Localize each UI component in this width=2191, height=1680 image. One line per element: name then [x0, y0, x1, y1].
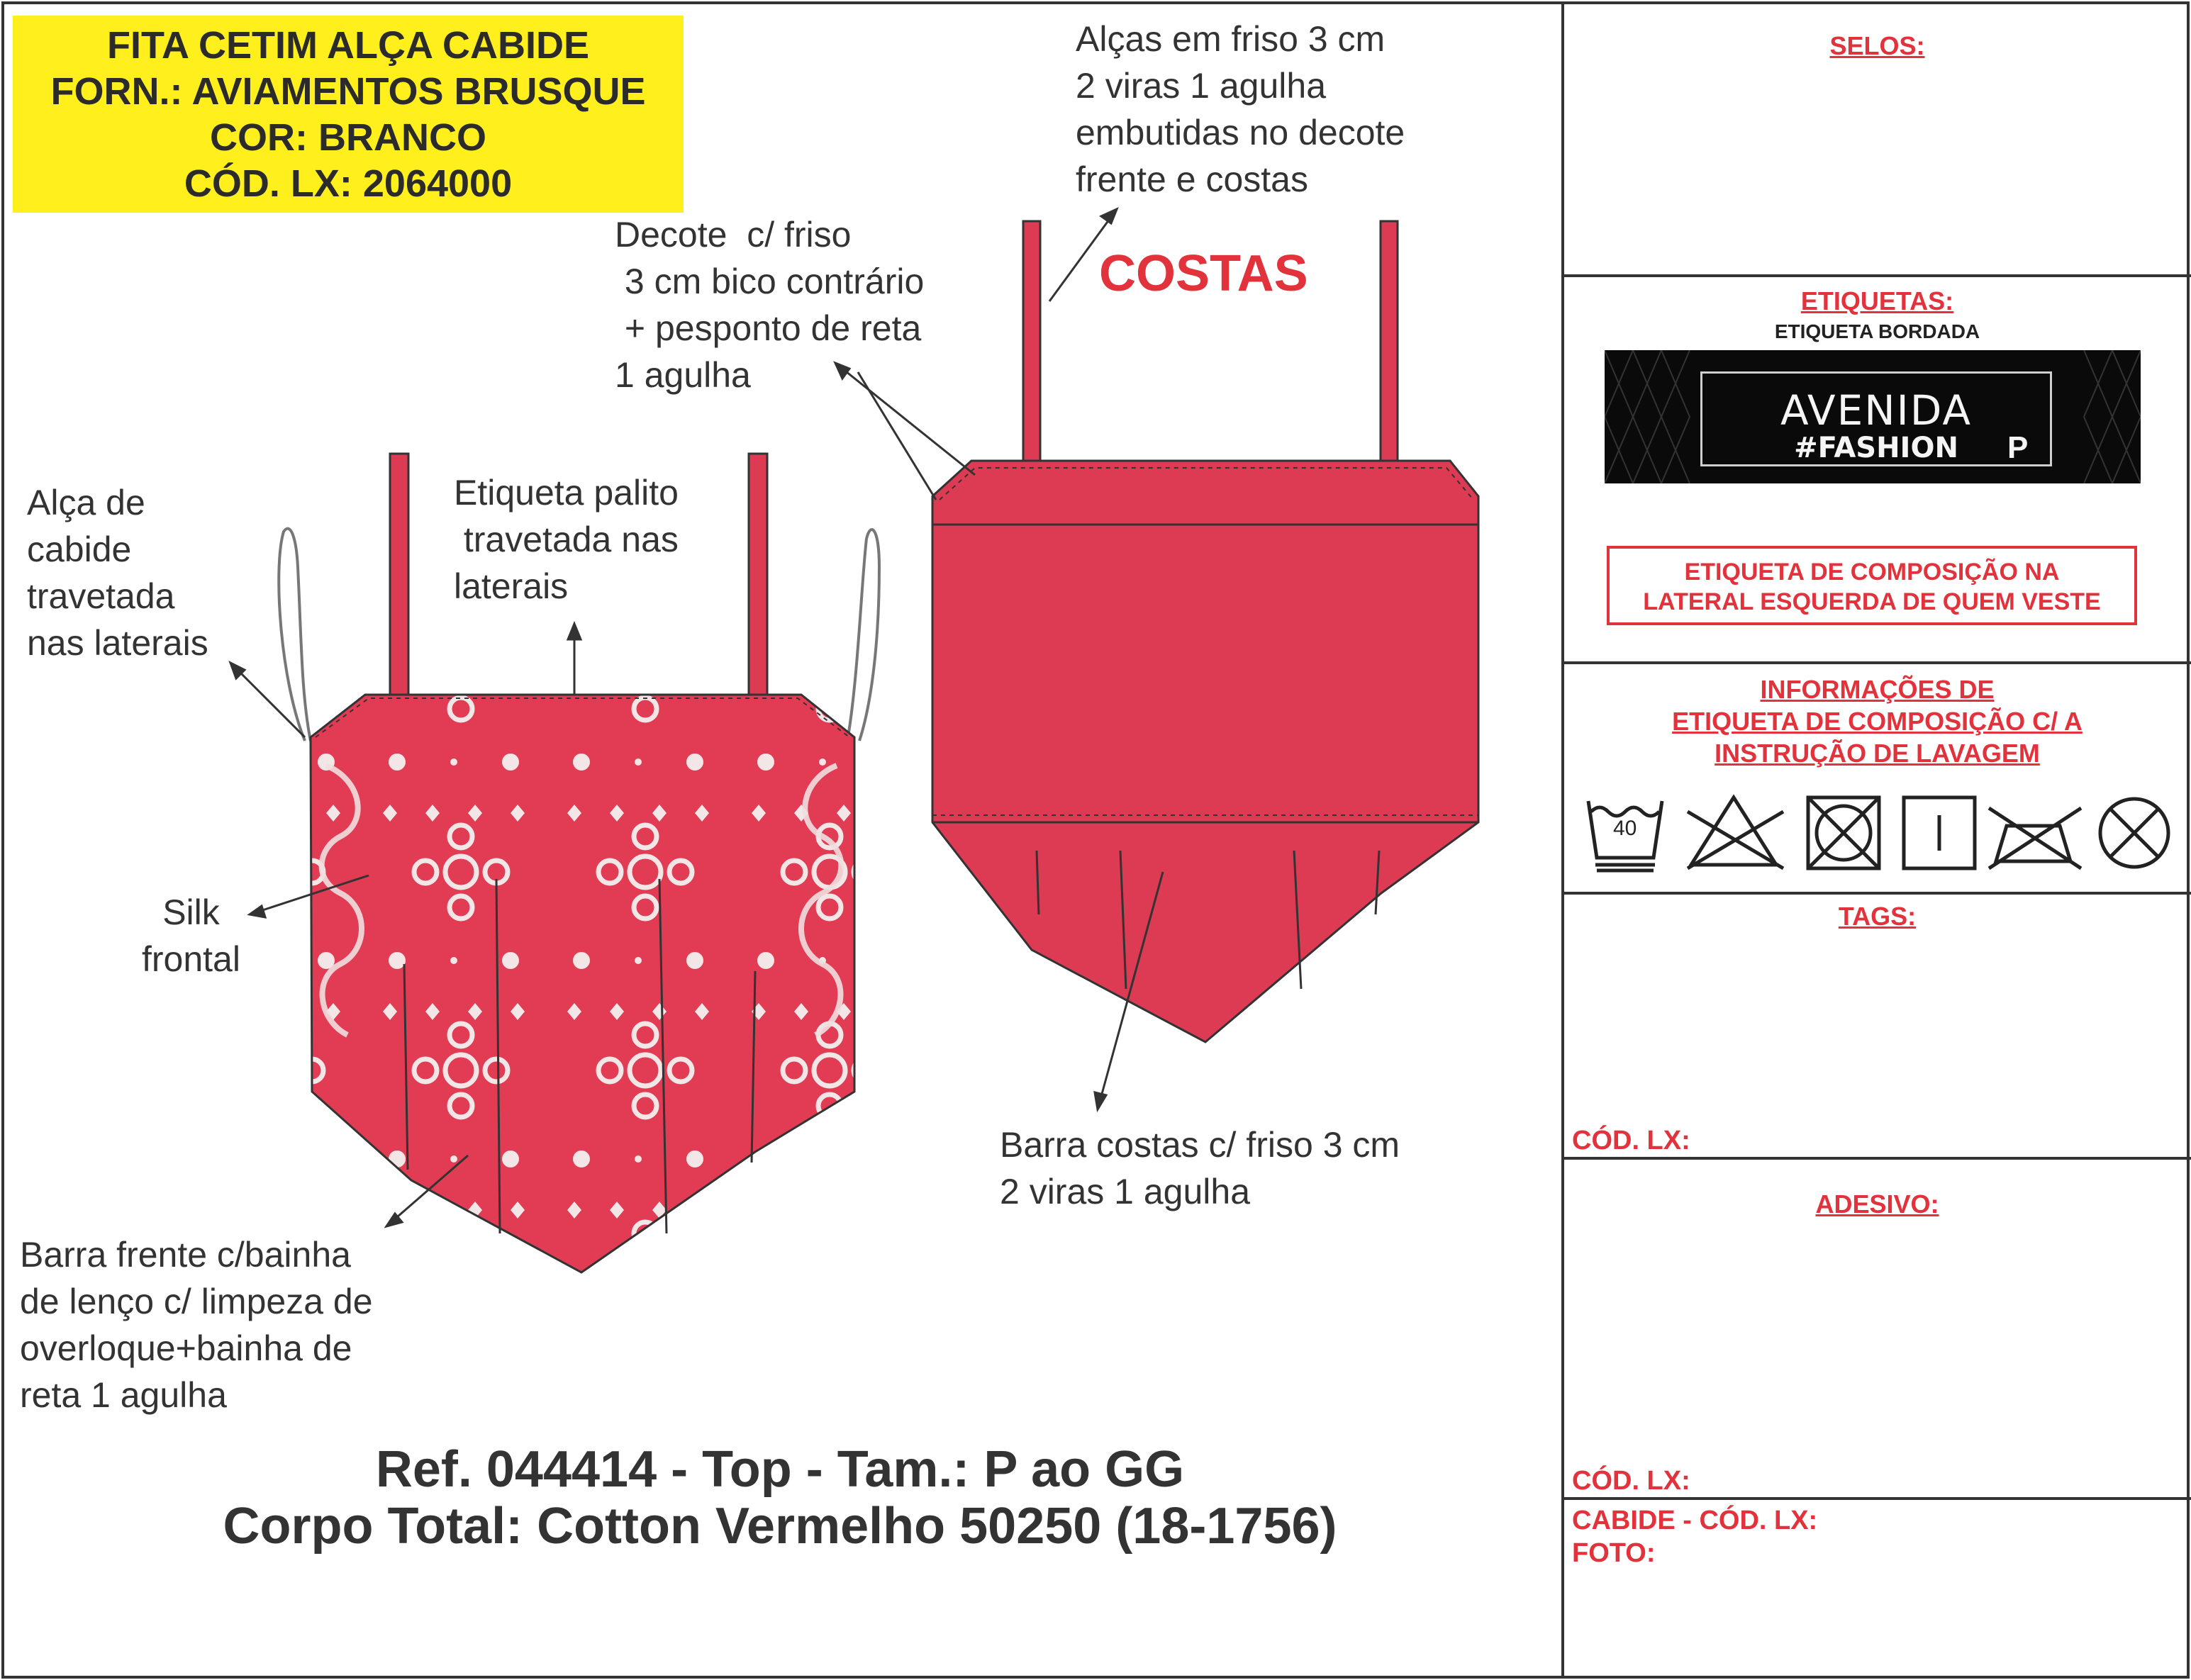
no-tumble-dry-icon: [1808, 797, 1879, 868]
panel-rule-1: [1563, 274, 2191, 277]
adesivo-cod-lx: CÓD. LX:: [1572, 1466, 1690, 1496]
note-decote: Decote c/ friso 3 cm bico contrário + pesponto de reta 1 agulha: [615, 215, 925, 395]
brand-size: P: [2007, 430, 2029, 465]
brand-label: [1605, 350, 2141, 483]
front-left-strap: [390, 454, 408, 698]
foto-label: FOTO:: [1572, 1538, 1656, 1568]
supplier-line-4: CÓD. LX: 2064000: [184, 162, 513, 205]
left-hanger-loop: [279, 529, 311, 741]
front-right-strap: [749, 454, 767, 698]
note-barra-costas: Barra costas c/ friso 3 cm 2 viras 1 agulha: [1000, 1125, 1400, 1211]
etiquetas-heading: ETIQUETAS:: [1800, 286, 1954, 315]
front-body: [311, 695, 854, 1272]
selos-heading: SELOS:: [1829, 31, 1925, 60]
adesivo-heading: ADESIVO:: [1815, 1189, 1939, 1219]
back-body: [932, 461, 1478, 1042]
composition-line-2: LATERAL ESQUERDA DE QUEM VESTE: [1643, 588, 2101, 615]
panel-rule-2: [1563, 661, 2191, 664]
note-etiqueta-palito: Etiqueta palito travetada nas laterais: [454, 473, 679, 606]
cabide-cod-lx: CABIDE - CÓD. LX:: [1572, 1506, 1818, 1535]
no-bleach-icon: [1688, 797, 1783, 868]
line-dry-icon: [1904, 797, 1975, 868]
right-hanger-loop: [847, 530, 879, 741]
footer-body: Corpo Total: Cotton Vermelho 50250 (18-1756): [223, 1498, 1337, 1555]
care-info-line-2: ETIQUETA DE COMPOSIÇÃO C/ A: [1672, 707, 2083, 736]
note-alcas: Alças em friso 3 cm 2 viras 1 agulha embutidas no decote frente e costas: [1076, 19, 1405, 199]
composition-box: [1607, 546, 2137, 625]
back-view-title: COSTAS: [1099, 245, 1308, 302]
care-info-line-3: INSTRUÇÃO DE LAVAGEM: [1715, 739, 2040, 768]
brand-name: AVENIDA: [1780, 386, 1973, 435]
care-info-line-1: INFORMAÇÕES DE: [1760, 675, 1995, 704]
composition-line-1: ETIQUETA DE COMPOSIÇÃO NA: [1684, 559, 2060, 586]
etiqueta-bordada-label: ETIQUETA BORDADA: [1774, 320, 1980, 342]
supplier-line-1: FITA CETIM ALÇA CABIDE: [107, 24, 589, 67]
note-alca-cabide: Alça de cabide travetada nas laterais: [27, 483, 208, 663]
tags-heading: TAGS:: [1838, 902, 1917, 931]
panel-divider: [1561, 1, 1564, 1679]
note-silk: Silk frontal: [142, 892, 240, 979]
brand-label-frame: [1700, 371, 2052, 466]
supplier-line-3: COR: BRANCO: [210, 116, 486, 159]
no-iron-icon: [1989, 808, 2081, 868]
panel-rule-5: [1563, 1497, 2191, 1500]
tags-cod-lx: CÓD. LX:: [1572, 1126, 1690, 1155]
supplier-line-2: FORN.: AVIAMENTOS BRUSQUE: [50, 70, 646, 113]
brand-tag: #FASHION: [1794, 432, 1958, 464]
wash-temp: 40: [1613, 817, 1637, 840]
footer-ref: Ref. 044414 - Top - Tam.: P ao GG: [375, 1441, 1185, 1498]
panel-rule-4: [1563, 1157, 2191, 1160]
panel-rule-3: [1563, 892, 2191, 895]
no-dry-clean-icon: [2100, 799, 2168, 867]
note-barra-frente: Barra frente c/bainha de lenço c/ limpeza de overloque+bainha de reta 1 agulha: [20, 1235, 373, 1415]
care-symbols: [1581, 790, 2184, 875]
